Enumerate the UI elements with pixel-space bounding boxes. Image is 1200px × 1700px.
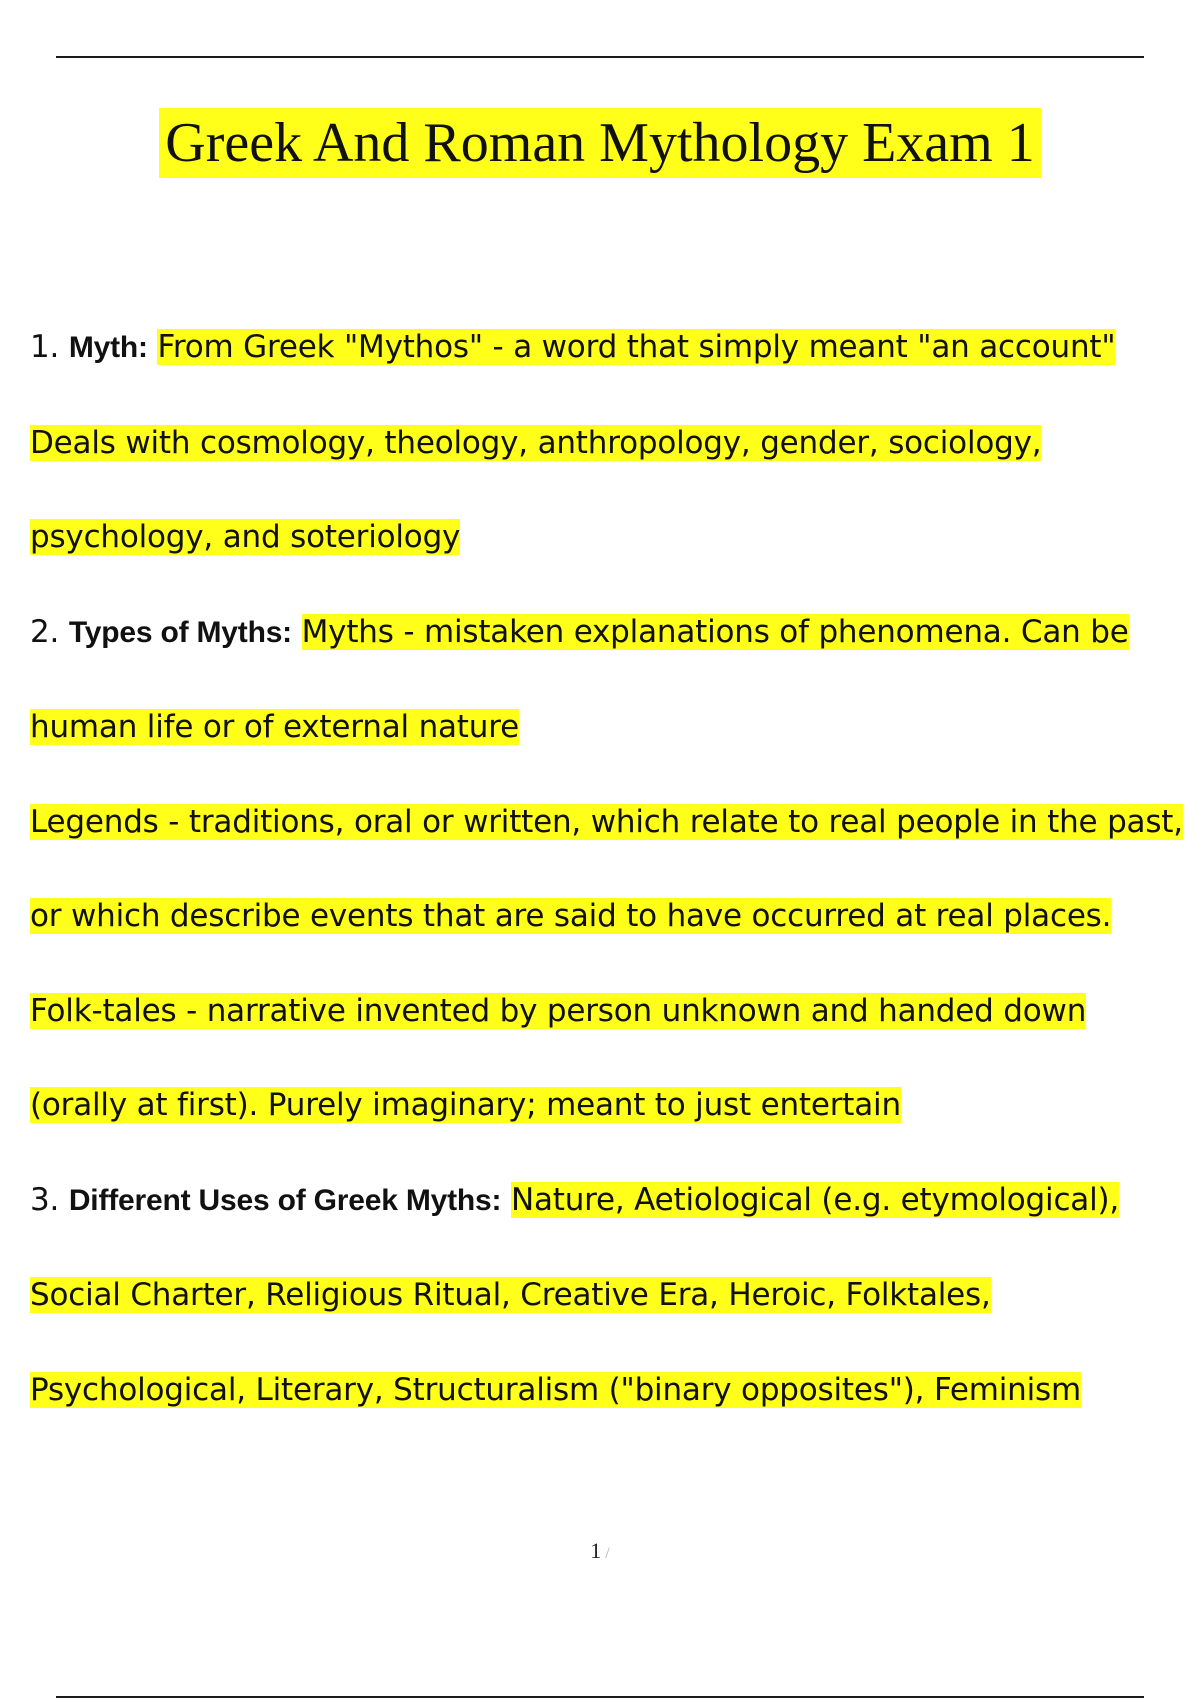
item-definition: From Greek "Mythos" - a word that simply meant "an account" Deals with cosmology, theology, anthropology, gender, sociology, psychology, and soteriology [30,329,1116,555]
item-number: 2. [30,613,60,650]
title-container [0,108,1200,178]
list-item-types-of-myths [30,585,1190,1153]
item-definition-legends: Legends - traditions, oral or written, which relate to real people in the past, or which describe events that are said to have occurred at real places. [30,803,1183,934]
item-paragraph [30,585,1190,775]
item-number: 1. [30,329,60,365]
document-body [30,300,1190,1437]
page-separator: / [605,1545,610,1562]
item-term: Different Uses of Greek Myths: [68,1183,502,1217]
item-definition: Myths - mistaken explanations of phenomena. Can be human life or of external nature [30,613,1129,745]
document-title: Greek And Roman Mythology Exam 1 [159,108,1040,178]
list-item-uses-of-myths [30,1153,1190,1438]
item-paragraph [30,1153,1190,1438]
item-paragraph [30,775,1190,964]
item-paragraph [30,300,1190,585]
bottom-rule [56,1696,1144,1698]
page-number [0,1538,1200,1564]
page-number-value: 1 [590,1538,602,1563]
list-item-myth [30,300,1190,585]
item-number: 3. [30,1181,60,1218]
item-paragraph [30,964,1190,1153]
item-definition-folktales: Folk-tales - narrative invented by person unknown and handed down (orally at first). Purely imaginary; meant to just entertain [30,992,1087,1123]
item-term: Myth: [68,331,148,364]
top-rule [56,56,1144,58]
item-term: Types of Myths: [68,615,292,649]
item-definition: Nature, Aetiological (e.g. etymological), Social Charter, Religious Ritual, Creative Era, Heroic, Folktales, Psychological, Literary, Structuralism ("binary opposites"), Feminism [30,1181,1120,1408]
